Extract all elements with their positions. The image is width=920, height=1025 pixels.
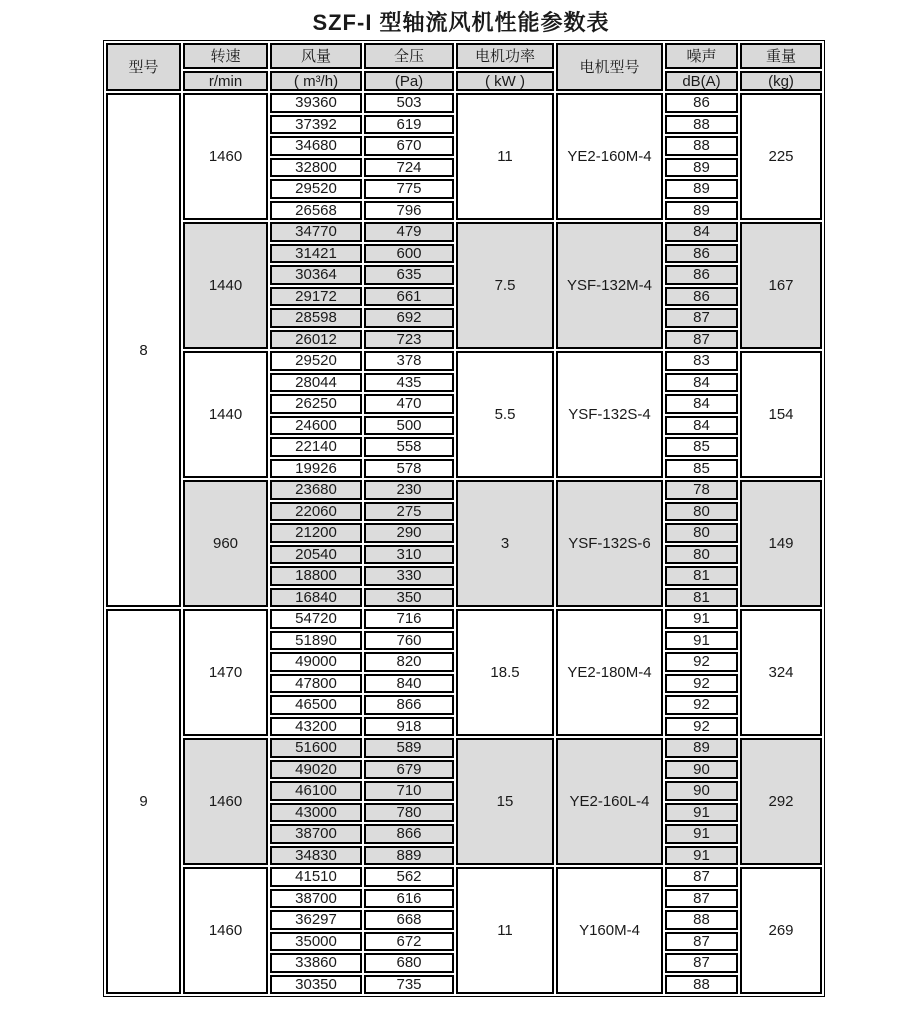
noise-cell: 84 (665, 394, 738, 414)
noise-cell: 86 (665, 244, 738, 264)
noise-cell: 91 (665, 824, 738, 844)
pressure-cell: 562 (364, 867, 454, 887)
table-row (106, 609, 822, 629)
col-header-weight: 重量 (740, 43, 822, 69)
airflow-cell: 26250 (270, 394, 362, 414)
pressure-cell: 558 (364, 437, 454, 457)
noise-cell: 89 (665, 179, 738, 199)
airflow-cell: 41510 (270, 867, 362, 887)
airflow-cell: 36297 (270, 910, 362, 930)
airflow-cell: 46500 (270, 695, 362, 715)
pressure-cell: 724 (364, 158, 454, 178)
airflow-cell: 47800 (270, 674, 362, 694)
motor-cell: YSF-132S-4 (556, 351, 663, 478)
noise-cell: 80 (665, 502, 738, 522)
airflow-cell: 19926 (270, 459, 362, 479)
pressure-cell: 668 (364, 910, 454, 930)
motor-cell: YE2-180M-4 (556, 609, 663, 736)
speed-cell: 1460 (183, 738, 268, 865)
noise-cell: 92 (665, 652, 738, 672)
speed-cell: 1460 (183, 867, 268, 994)
pressure-cell: 435 (364, 373, 454, 393)
pressure-cell: 578 (364, 459, 454, 479)
noise-cell: 90 (665, 781, 738, 801)
table-row (106, 351, 822, 371)
pressure-cell: 889 (364, 846, 454, 866)
weight-cell: 154 (740, 351, 822, 478)
motor-cell: YSF-132M-4 (556, 222, 663, 349)
airflow-cell: 33860 (270, 953, 362, 973)
airflow-cell: 32800 (270, 158, 362, 178)
weight-cell: 292 (740, 738, 822, 865)
col-header-power: 电机功率 (456, 43, 554, 69)
pressure-cell: 775 (364, 179, 454, 199)
noise-cell: 84 (665, 416, 738, 436)
col-header-model: 型号 (106, 43, 181, 91)
noise-cell: 90 (665, 760, 738, 780)
col-header-noise: 噪声 (665, 43, 738, 69)
col-unit-speed: r/min (183, 71, 268, 91)
table-body (106, 93, 822, 994)
noise-cell: 87 (665, 889, 738, 909)
noise-cell: 91 (665, 803, 738, 823)
model-cell: 8 (106, 93, 181, 607)
power-cell: 5.5 (456, 351, 554, 478)
table-row (106, 222, 822, 242)
airflow-cell: 18800 (270, 566, 362, 586)
pressure-cell: 866 (364, 824, 454, 844)
airflow-cell: 22060 (270, 502, 362, 522)
noise-cell: 91 (665, 846, 738, 866)
pressure-cell: 680 (364, 953, 454, 973)
table-header (106, 43, 822, 91)
airflow-cell: 49020 (270, 760, 362, 780)
header-row-labels (106, 43, 822, 69)
power-cell: 15 (456, 738, 554, 865)
pressure-cell: 378 (364, 351, 454, 371)
airflow-cell: 34680 (270, 136, 362, 156)
airflow-cell: 30350 (270, 975, 362, 995)
noise-cell: 89 (665, 201, 738, 221)
page-title: SZF-I 型轴流风机性能参数表 (312, 10, 610, 35)
col-unit-noise: dB(A) (665, 71, 738, 91)
spec-table (103, 40, 825, 997)
col-header-pressure: 全压 (364, 43, 454, 69)
noise-cell: 87 (665, 932, 738, 952)
airflow-cell: 26012 (270, 330, 362, 350)
col-header-airflow: 风量 (270, 43, 362, 69)
speed-cell: 1470 (183, 609, 268, 736)
airflow-cell: 43000 (270, 803, 362, 823)
col-unit-pressure: (Pa) (364, 71, 454, 91)
pressure-cell: 710 (364, 781, 454, 801)
power-cell: 11 (456, 93, 554, 220)
noise-cell: 89 (665, 738, 738, 758)
col-unit-power: ( kW ) (456, 71, 554, 91)
airflow-cell: 31421 (270, 244, 362, 264)
noise-cell: 78 (665, 480, 738, 500)
pressure-cell: 735 (364, 975, 454, 995)
motor-cell: YE2-160M-4 (556, 93, 663, 220)
noise-cell: 87 (665, 330, 738, 350)
airflow-cell: 51890 (270, 631, 362, 651)
weight-cell: 225 (740, 93, 822, 220)
pressure-cell: 796 (364, 201, 454, 221)
airflow-cell: 28044 (270, 373, 362, 393)
airflow-cell: 51600 (270, 738, 362, 758)
airflow-cell: 37392 (270, 115, 362, 135)
noise-cell: 85 (665, 437, 738, 457)
airflow-cell: 20540 (270, 545, 362, 565)
airflow-cell: 38700 (270, 824, 362, 844)
header-row-units (106, 71, 822, 91)
noise-cell: 87 (665, 308, 738, 328)
pressure-cell: 760 (364, 631, 454, 651)
pressure-cell: 230 (364, 480, 454, 500)
noise-cell: 81 (665, 588, 738, 608)
noise-cell: 84 (665, 373, 738, 393)
noise-cell: 92 (665, 717, 738, 737)
airflow-cell: 43200 (270, 717, 362, 737)
pressure-cell: 500 (364, 416, 454, 436)
pressure-cell: 670 (364, 136, 454, 156)
power-cell: 3 (456, 480, 554, 607)
airflow-cell: 29520 (270, 179, 362, 199)
table-row (106, 867, 822, 887)
pressure-cell: 672 (364, 932, 454, 952)
power-cell: 11 (456, 867, 554, 994)
noise-cell: 88 (665, 136, 738, 156)
col-header-speed: 转速 (183, 43, 268, 69)
pressure-cell: 918 (364, 717, 454, 737)
noise-cell: 80 (665, 523, 738, 543)
pressure-cell: 275 (364, 502, 454, 522)
airflow-cell: 16840 (270, 588, 362, 608)
col-unit-airflow: ( m³/h) (270, 71, 362, 91)
airflow-cell: 34830 (270, 846, 362, 866)
noise-cell: 92 (665, 674, 738, 694)
noise-cell: 83 (665, 351, 738, 371)
weight-cell: 269 (740, 867, 822, 994)
motor-cell: YE2-160L-4 (556, 738, 663, 865)
noise-cell: 92 (665, 695, 738, 715)
page (0, 6, 920, 997)
pressure-cell: 479 (364, 222, 454, 242)
power-cell: 18.5 (456, 609, 554, 736)
noise-cell: 89 (665, 158, 738, 178)
pressure-cell: 716 (364, 609, 454, 629)
airflow-cell: 38700 (270, 889, 362, 909)
pressure-cell: 616 (364, 889, 454, 909)
airflow-cell: 22140 (270, 437, 362, 457)
pressure-cell: 780 (364, 803, 454, 823)
noise-cell: 86 (665, 287, 738, 307)
airflow-cell: 28598 (270, 308, 362, 328)
noise-cell: 88 (665, 975, 738, 995)
motor-cell: Y160M-4 (556, 867, 663, 994)
airflow-cell: 39360 (270, 93, 362, 113)
airflow-cell: 29172 (270, 287, 362, 307)
airflow-cell: 49000 (270, 652, 362, 672)
pressure-cell: 679 (364, 760, 454, 780)
table-row (106, 480, 822, 500)
speed-cell: 960 (183, 480, 268, 607)
pressure-cell: 619 (364, 115, 454, 135)
pressure-cell: 723 (364, 330, 454, 350)
pressure-cell: 661 (364, 287, 454, 307)
model-cell: 9 (106, 609, 181, 994)
speed-cell: 1460 (183, 93, 268, 220)
airflow-cell: 54720 (270, 609, 362, 629)
weight-cell: 149 (740, 480, 822, 607)
noise-cell: 86 (665, 265, 738, 285)
col-unit-weight: (kg) (740, 71, 822, 91)
noise-cell: 87 (665, 867, 738, 887)
airflow-cell: 24600 (270, 416, 362, 436)
col-header-motor: 电机型号 (556, 43, 663, 91)
airflow-cell: 30364 (270, 265, 362, 285)
airflow-cell: 26568 (270, 201, 362, 221)
weight-cell: 167 (740, 222, 822, 349)
pressure-cell: 503 (364, 93, 454, 113)
pressure-cell: 330 (364, 566, 454, 586)
table-row (106, 93, 822, 113)
noise-cell: 85 (665, 459, 738, 479)
airflow-cell: 21200 (270, 523, 362, 543)
motor-cell: YSF-132S-6 (556, 480, 663, 607)
power-cell: 7.5 (456, 222, 554, 349)
pressure-cell: 470 (364, 394, 454, 414)
speed-cell: 1440 (183, 222, 268, 349)
pressure-cell: 310 (364, 545, 454, 565)
pressure-cell: 840 (364, 674, 454, 694)
noise-cell: 88 (665, 115, 738, 135)
pressure-cell: 290 (364, 523, 454, 543)
pressure-cell: 350 (364, 588, 454, 608)
pressure-cell: 866 (364, 695, 454, 715)
noise-cell: 91 (665, 631, 738, 651)
weight-cell: 324 (740, 609, 822, 736)
noise-cell: 80 (665, 545, 738, 565)
airflow-cell: 29520 (270, 351, 362, 371)
pressure-cell: 692 (364, 308, 454, 328)
pressure-cell: 820 (364, 652, 454, 672)
noise-cell: 91 (665, 609, 738, 629)
noise-cell: 81 (665, 566, 738, 586)
noise-cell: 88 (665, 910, 738, 930)
noise-cell: 84 (665, 222, 738, 242)
pressure-cell: 589 (364, 738, 454, 758)
pressure-cell: 600 (364, 244, 454, 264)
speed-cell: 1440 (183, 351, 268, 478)
airflow-cell: 23680 (270, 480, 362, 500)
pressure-cell: 635 (364, 265, 454, 285)
table-row (106, 738, 822, 758)
noise-cell: 87 (665, 953, 738, 973)
airflow-cell: 35000 (270, 932, 362, 952)
noise-cell: 86 (665, 93, 738, 113)
airflow-cell: 34770 (270, 222, 362, 242)
airflow-cell: 46100 (270, 781, 362, 801)
